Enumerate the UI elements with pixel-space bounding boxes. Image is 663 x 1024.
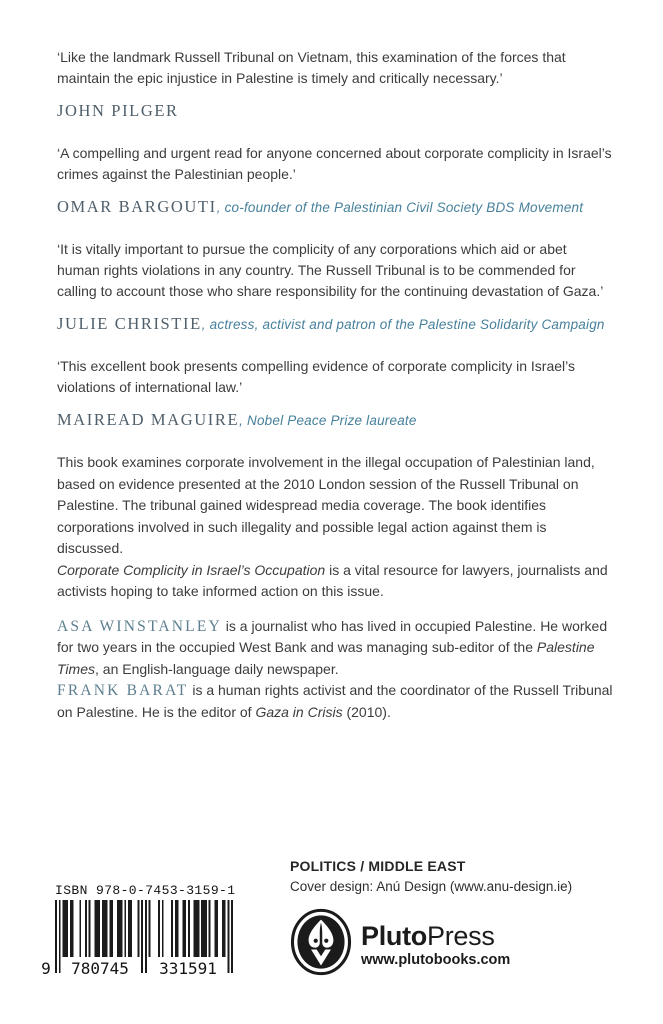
quote-text: ‘This excellent book presents compelling evidence of corporate complicity in Israel’s violations of international law.’: [57, 358, 575, 395]
quote-attribution: [57, 313, 613, 335]
isbn-label: ISBN 978-0-7453-3159-1: [55, 883, 236, 898]
bio-text: (2010).: [342, 703, 391, 720]
description-paragraph: [57, 560, 613, 603]
author-name: FRANK BARAT: [57, 682, 189, 699]
author-bio: [57, 680, 613, 723]
pluto-press-logo-icon: [290, 907, 352, 982]
author-name: ASA WINSTANLEY: [57, 617, 222, 635]
book-title-italic: Corporate Complicity in Israel’s Occupation: [57, 561, 326, 578]
category-label: POLITICS / MIDDLE EAST: [290, 858, 466, 874]
quote-author-name: OMAR BARGOUTI: [57, 197, 217, 216]
quote-author-credit: , actress, activist and patron of the Palestine Solidarity Campaign: [201, 317, 605, 332]
quote-author-name: JULIE CHRISTIE: [57, 314, 202, 333]
publisher-website: www.plutobooks.com: [361, 952, 511, 968]
quote-attribution: [57, 409, 613, 431]
quote-author-credit: , Nobel Peace Prize laureate: [239, 413, 417, 428]
quote-author-name: MAIREAD MAGUIRE: [57, 410, 240, 429]
quote-attribution: [57, 100, 613, 122]
cover-text-content: [57, 47, 613, 723]
quote-author-credit: , co-founder of the Palestinian Civil Society BDS Movement: [216, 200, 584, 215]
cover-design-credit: Cover design: Anú Design (www.anu-design.ie): [290, 879, 573, 894]
author-bios: [57, 616, 613, 724]
isbn-barcode-block: [41, 883, 236, 978]
cover-footer: [0, 856, 663, 982]
publisher-name-block: [361, 921, 510, 968]
description-paragraph: This book examines corporate involvement in the illegal occupation of Palestinian land, based on evidence presented at the 2010 London session of the Russell Tribunal on Palestine. The tribunal gained widespread media coverage. The book identifies corporations involved in such illegality and possible legal action against them is discussed.: [57, 454, 595, 556]
quote-text: ‘Like the landmark Russell Tribunal on Vietnam, this examination of the forces that maintain the epic injustice in Palestine is timely and critically necessary.’: [57, 49, 566, 86]
book-description: [57, 452, 613, 603]
author-bio: [57, 616, 613, 681]
publisher-name-bold: Pluto: [361, 921, 427, 951]
bio-text: , an English-language daily newspaper.: [95, 660, 339, 677]
publication-title-italic: Gaza in Crisis: [255, 703, 343, 720]
barcode: [41, 900, 233, 978]
bio-text: is a human rights activist and the coordinator of the Russell Tribunal on Palestine. He is the editor of: [57, 682, 613, 720]
quote-attribution: [57, 196, 613, 218]
bio-text: is a journalist who has lived in occupied Palestine. He worked for two years in the occupied West Bank and was managing sub-editor of the: [57, 617, 608, 655]
barcode-digits-group1: 780745: [61, 960, 139, 978]
barcode-digit-left: 9: [41, 959, 51, 978]
publication-title-italic: Palestine Times: [57, 639, 595, 677]
publisher-brand-row: [290, 907, 572, 982]
quote-author-name: JOHN PILGER: [57, 101, 179, 120]
publisher-name: [361, 921, 510, 951]
quote-text: ‘It is vitally important to pursue the complicity of any corporations which aid or abet human rights violations in any country. The Russell Tribunal is to be commended for calling to account those who share responsibility for the continuing devastation of Gaza.’: [57, 241, 604, 299]
publisher-block: [290, 858, 572, 982]
barcode-digits-group2: 331591: [149, 960, 227, 978]
quote-text: ‘A compelling and urgent read for anyone concerned about corporate complicity in Israel’s crimes against the Palestinian people.’: [57, 145, 612, 182]
description-text: is a vital resource for lawyers, journalists and activists hoping to take informed action on this issue.: [57, 561, 608, 599]
publisher-name-regular: Press: [427, 921, 495, 951]
